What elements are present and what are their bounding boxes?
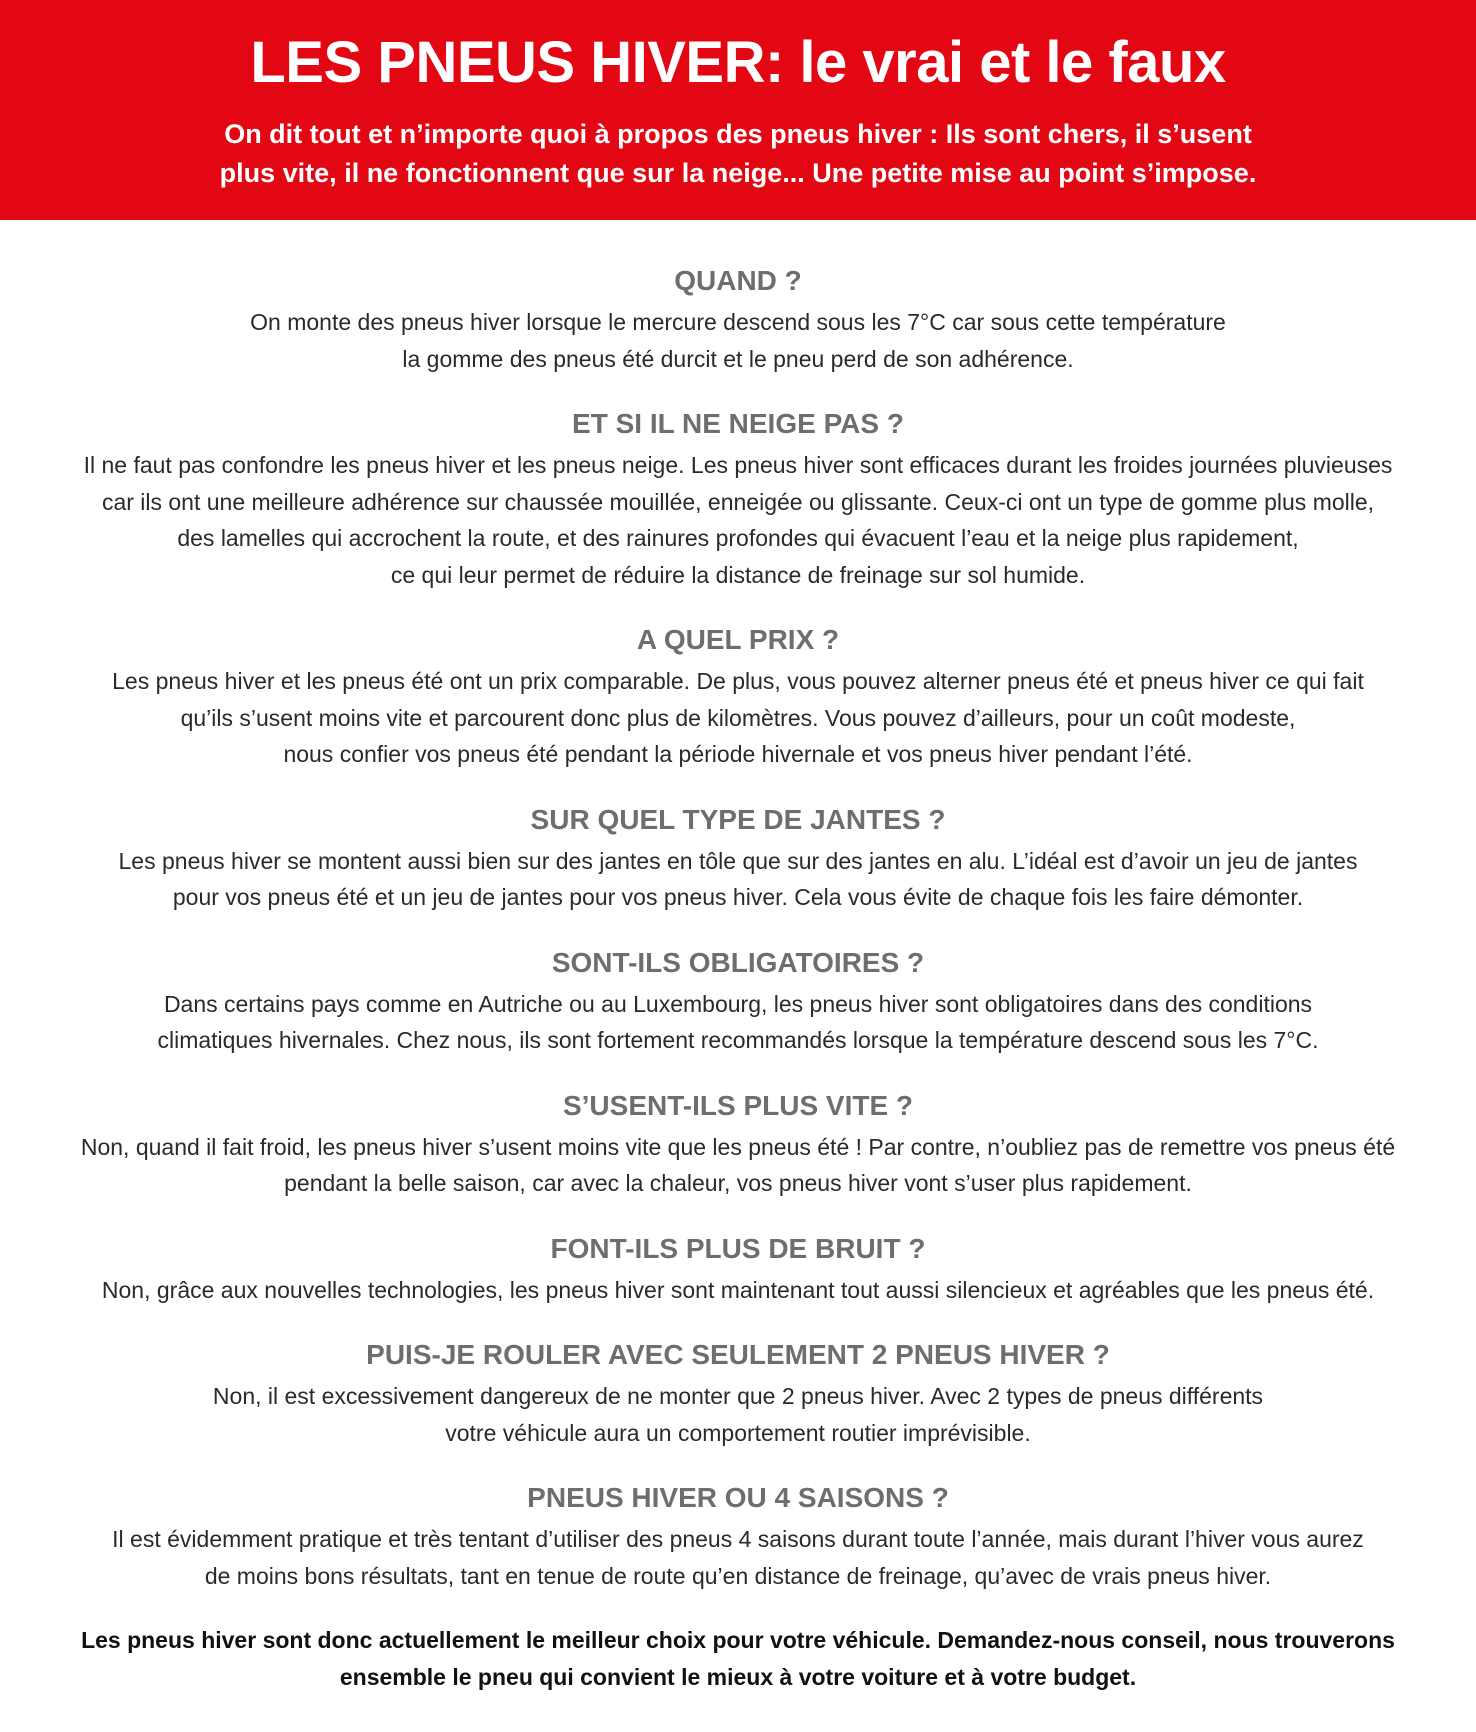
- section-heading: A QUEL PRIX ?: [636, 624, 840, 655]
- section-usure: [0, 1087, 1476, 1202]
- section-text: [0, 1378, 1476, 1451]
- section-heading: SONT-ILS OBLIGATOIRES ?: [551, 946, 925, 978]
- section-line: qu’ils s’usent moins vite et parcourent donc plus de kilomètres. Vous pouvez d’ailleurs, pour un coût modeste,: [180, 704, 1296, 731]
- intro-line: On dit tout et n’importe quoi à propos des pneus hiver : Ils sont chers, il s’usent: [224, 119, 1252, 149]
- section-line: Non, grâce aux nouvelles technologies, les pneus hiver sont maintenant tout aussi silencieux et agréables que les pneus été.: [101, 1276, 1375, 1303]
- section-text: [0, 304, 1476, 377]
- section-text: [0, 1521, 1476, 1594]
- section-4-saisons: [0, 1479, 1476, 1594]
- section-heading: ET SI IL NE NEIGE PAS ?: [572, 408, 904, 439]
- section-obligatoires: [0, 944, 1476, 1059]
- section-line: Les pneus hiver et les pneus été ont un prix comparable. De plus, vous pouvez alterner pneus été et pneus hiver ce qui fait: [112, 668, 1364, 694]
- section-line: climatiques hivernales. Chez nous, ils sont fortement recommandés lorsque la température descend sous les 7°C.: [157, 1027, 1319, 1053]
- section-line: Non, quand il fait froid, les pneus hiver s’usent moins vite que les pneus été ! Par contre, n’oubliez pas de remettre vos pneus été: [80, 1133, 1396, 1160]
- section-deux-pneus: [0, 1336, 1476, 1451]
- section-line: Les pneus hiver se montent aussi bien sur des jantes en tôle que sur des jantes en alu. L’idéal est d’avoir un jeu de jantes: [118, 847, 1358, 874]
- section-text: [0, 663, 1476, 773]
- section-prix: [0, 621, 1476, 773]
- section-heading: SUR QUEL TYPE DE JANTES ?: [530, 803, 946, 835]
- section-line: Il est évidemment pratique et très tentant d’utiliser des pneus 4 saisons durant toute l’année, mais durant l’hiver vous aurez: [112, 1526, 1364, 1552]
- section-line: Il ne faut pas confondre les pneus hiver et les pneus neige. Les pneus hiver sont efficaces durant les froides journées pluvieuses: [83, 452, 1393, 478]
- section-text: [0, 447, 1476, 593]
- section-heading: PUIS-JE ROULER AVEC SEULEMENT 2 PNEUS HIVER ?: [366, 1339, 1110, 1370]
- section-line: la gomme des pneus été durcit et le pneu perd de son adhérence.: [402, 345, 1074, 372]
- section-line: pour vos pneus été et un jeu de jantes pour vos pneus hiver. Cela vous évite de chaque fois les faire démonter.: [172, 884, 1304, 910]
- section-neige: [0, 405, 1476, 593]
- section-line: car ils ont une meilleure adhérence sur chaussée mouillée, enneigée ou glissante. Ceux-ci ont un type de gomme plus molle,: [101, 488, 1375, 515]
- section-quand: [0, 262, 1476, 377]
- section-line: de moins bons résultats, tant en tenue de route qu’en distance de freinage, qu’avec de vrais pneus hiver.: [204, 1562, 1272, 1589]
- section-heading: FONT-ILS PLUS DE BRUIT ?: [550, 1232, 926, 1264]
- section-heading: QUAND ?: [674, 265, 802, 296]
- section-text: [0, 1272, 1476, 1309]
- main-content: [0, 262, 1476, 1718]
- section-line: votre véhicule aura un comportement routier imprévisible.: [445, 1419, 1031, 1446]
- section-line: Non, il est excessivement dangereux de ne monter que 2 pneus hiver. Avec 2 types de pneus différents: [212, 1383, 1264, 1409]
- section-bruit: [0, 1230, 1476, 1309]
- conclusion-line: Les pneus hiver sont donc actuellement le meilleur choix pour votre véhicule. Demandez-nous conseil, nous trouverons: [81, 1627, 1395, 1653]
- section-line: ce qui leur permet de réduire la distance de freinage sur sol humide.: [390, 561, 1086, 588]
- intro-line: plus vite, il ne fonctionnent que sur la neige... Une petite mise au point s’impose.: [219, 158, 1257, 188]
- section-line: pendant la belle saison, car avec la chaleur, vos pneus hiver vont s’user plus rapidement.: [284, 1170, 1192, 1196]
- intro-text: [0, 115, 1476, 193]
- header-banner: [0, 0, 1476, 220]
- section-heading: PNEUS HIVER OU 4 SAISONS ?: [527, 1482, 949, 1513]
- section-jantes: [0, 801, 1476, 916]
- section-line: Dans certains pays comme en Autriche ou au Luxembourg, les pneus hiver sont obligatoires dans des conditions: [163, 990, 1313, 1017]
- section-line: des lamelles qui accrochent la route, et des rainures profondes qui évacuent l’eau et la neige plus rapidement,: [177, 525, 1299, 551]
- section-heading: S’USENT-ILS PLUS VITE ?: [562, 1089, 914, 1121]
- page-title: LES PNEUS HIVER: le vrai et le faux: [250, 30, 1226, 95]
- section-text: [0, 986, 1476, 1059]
- conclusion-line: ensemble le pneu qui convient le mieux à votre voiture et à votre budget.: [339, 1663, 1137, 1690]
- section-text: [0, 1129, 1476, 1202]
- section-text: [0, 843, 1476, 916]
- conclusion-text: [0, 1622, 1476, 1695]
- section-line: On monte des pneus hiver lorsque le mercure descend sous les 7°C car sous cette température: [250, 309, 1226, 335]
- section-line: nous confier vos pneus été pendant la période hivernale et vos pneus hiver pendant l’été.: [283, 741, 1193, 767]
